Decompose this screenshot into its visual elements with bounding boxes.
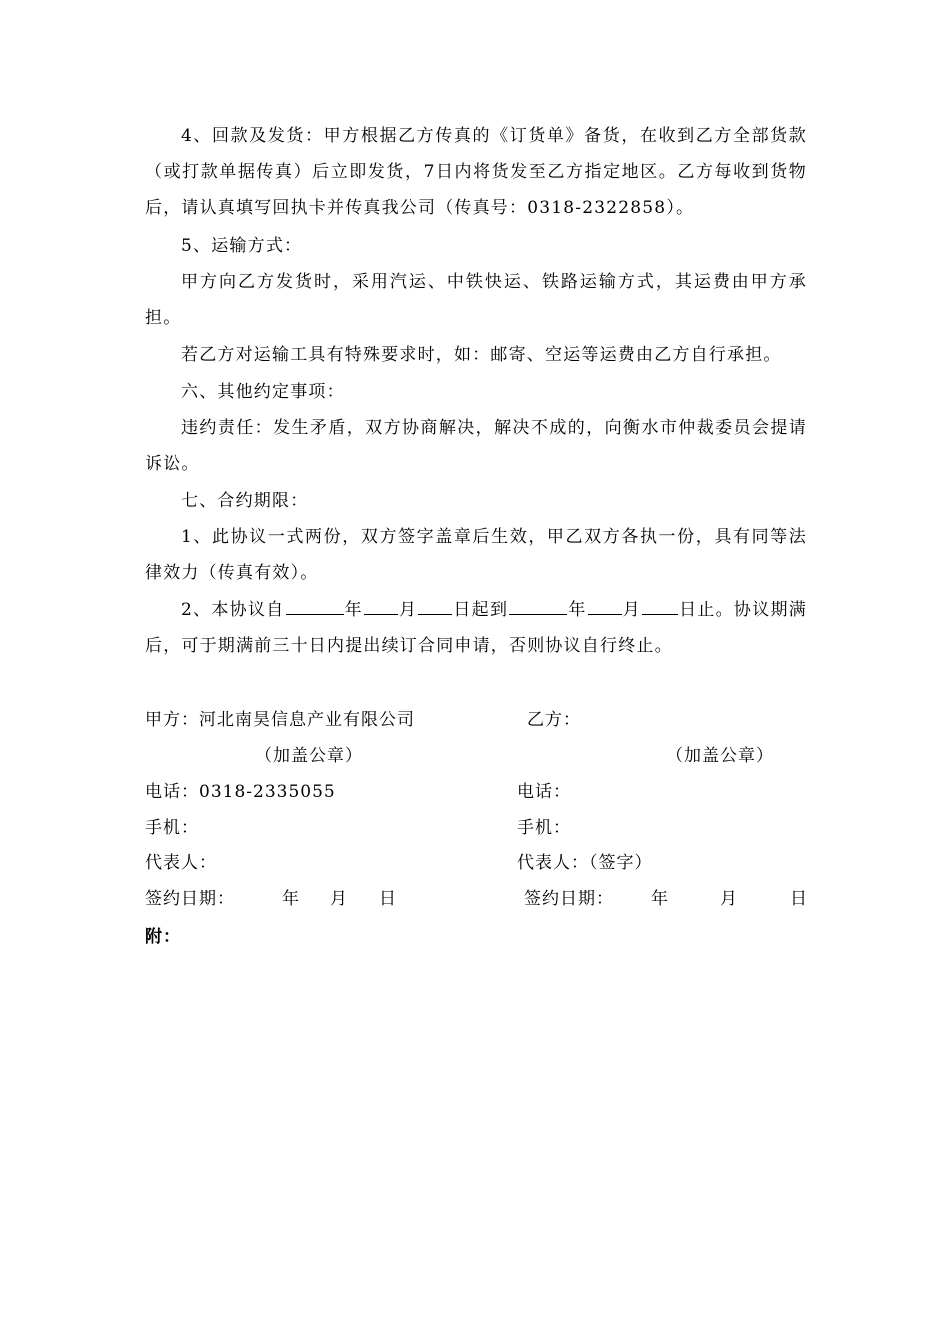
party-b-date-year: 年 bbox=[651, 889, 669, 909]
clause-5-title: 5、运输方式： bbox=[181, 236, 303, 256]
clause-5-paragraph-1: 甲方向乙方发货时，采用汽运、中铁快运、铁路运输方式，其运费由甲方承担。 bbox=[145, 272, 807, 328]
party-b-phone: 电话： bbox=[517, 782, 571, 802]
term-month-label: 月 bbox=[398, 600, 418, 620]
party-a-name: 甲方：河北南昊信息产业有限公司 bbox=[145, 710, 415, 730]
clause-4-paragraph: 4、回款及发货：甲方根据乙方传真的《订货单》备货，在收到乙方全部货款（或打款单据传真）后立即发货，7日内将货发至乙方指定地区。乙方每收到货物后，请认真填写回执卡并传真我公司（传真号：0318-2322858）。 bbox=[145, 126, 807, 218]
party-b-name: 乙方： bbox=[527, 710, 581, 730]
start-day-blank bbox=[418, 596, 452, 615]
term-text-start: 2、本协议自 bbox=[181, 600, 285, 620]
term-year-label: 年 bbox=[344, 600, 363, 620]
party-b-date-day: 日 bbox=[790, 889, 808, 909]
end-month-blank bbox=[588, 596, 622, 615]
start-year-blank bbox=[286, 596, 344, 615]
party-a-mobile: 手机： bbox=[145, 818, 199, 838]
party-a-date-month: 月 bbox=[330, 889, 348, 909]
party-b-date-label: 签约日期： bbox=[524, 889, 614, 909]
party-b-mobile: 手机： bbox=[517, 818, 571, 838]
section-7-paragraph-2 bbox=[145, 592, 807, 664]
end-day-blank bbox=[642, 596, 678, 615]
party-b-representative: 代表人：（签字） bbox=[517, 853, 653, 873]
term-text-end: 日止。协议期满后，可于期满前三十日内提出续订合同申请，否则协议自行终止。 bbox=[145, 600, 807, 656]
end-year-blank bbox=[509, 596, 567, 615]
party-a-date-label: 签约日期： bbox=[145, 889, 235, 909]
party-a-phone: 电话：0318-2335055 bbox=[145, 782, 336, 802]
section-6-paragraph: 违约责任：发生矛盾，双方协商解决，解决不成的，向衡水市仲裁委员会提请诉讼。 bbox=[145, 418, 807, 474]
start-month-blank bbox=[364, 596, 398, 615]
term-text-mid: 日起到 bbox=[453, 600, 509, 620]
party-b-seal: （加盖公章） bbox=[666, 746, 774, 766]
term-end-month-label: 月 bbox=[622, 600, 641, 620]
party-a-seal: （加盖公章） bbox=[255, 746, 363, 766]
party-b-date-month: 月 bbox=[720, 889, 738, 909]
attachment-label: 附： bbox=[145, 927, 181, 947]
party-a-date-year: 年 bbox=[282, 889, 300, 909]
section-7-paragraph-1: 1、此协议一式两份，双方签字盖章后生效，甲乙双方各执一份，具有同等法律效力（传真有效）。 bbox=[145, 527, 807, 583]
term-end-year-label: 年 bbox=[568, 600, 587, 620]
party-a-representative: 代表人： bbox=[145, 853, 217, 873]
clause-5-paragraph-2: 若乙方对运输工具有特殊要求时，如：邮寄、空运等运费由乙方自行承担。 bbox=[181, 345, 782, 365]
section-6-title: 六、其他约定事项： bbox=[181, 382, 345, 402]
party-a-date-day: 日 bbox=[379, 889, 397, 909]
section-7-title: 七、合约期限： bbox=[181, 491, 309, 511]
